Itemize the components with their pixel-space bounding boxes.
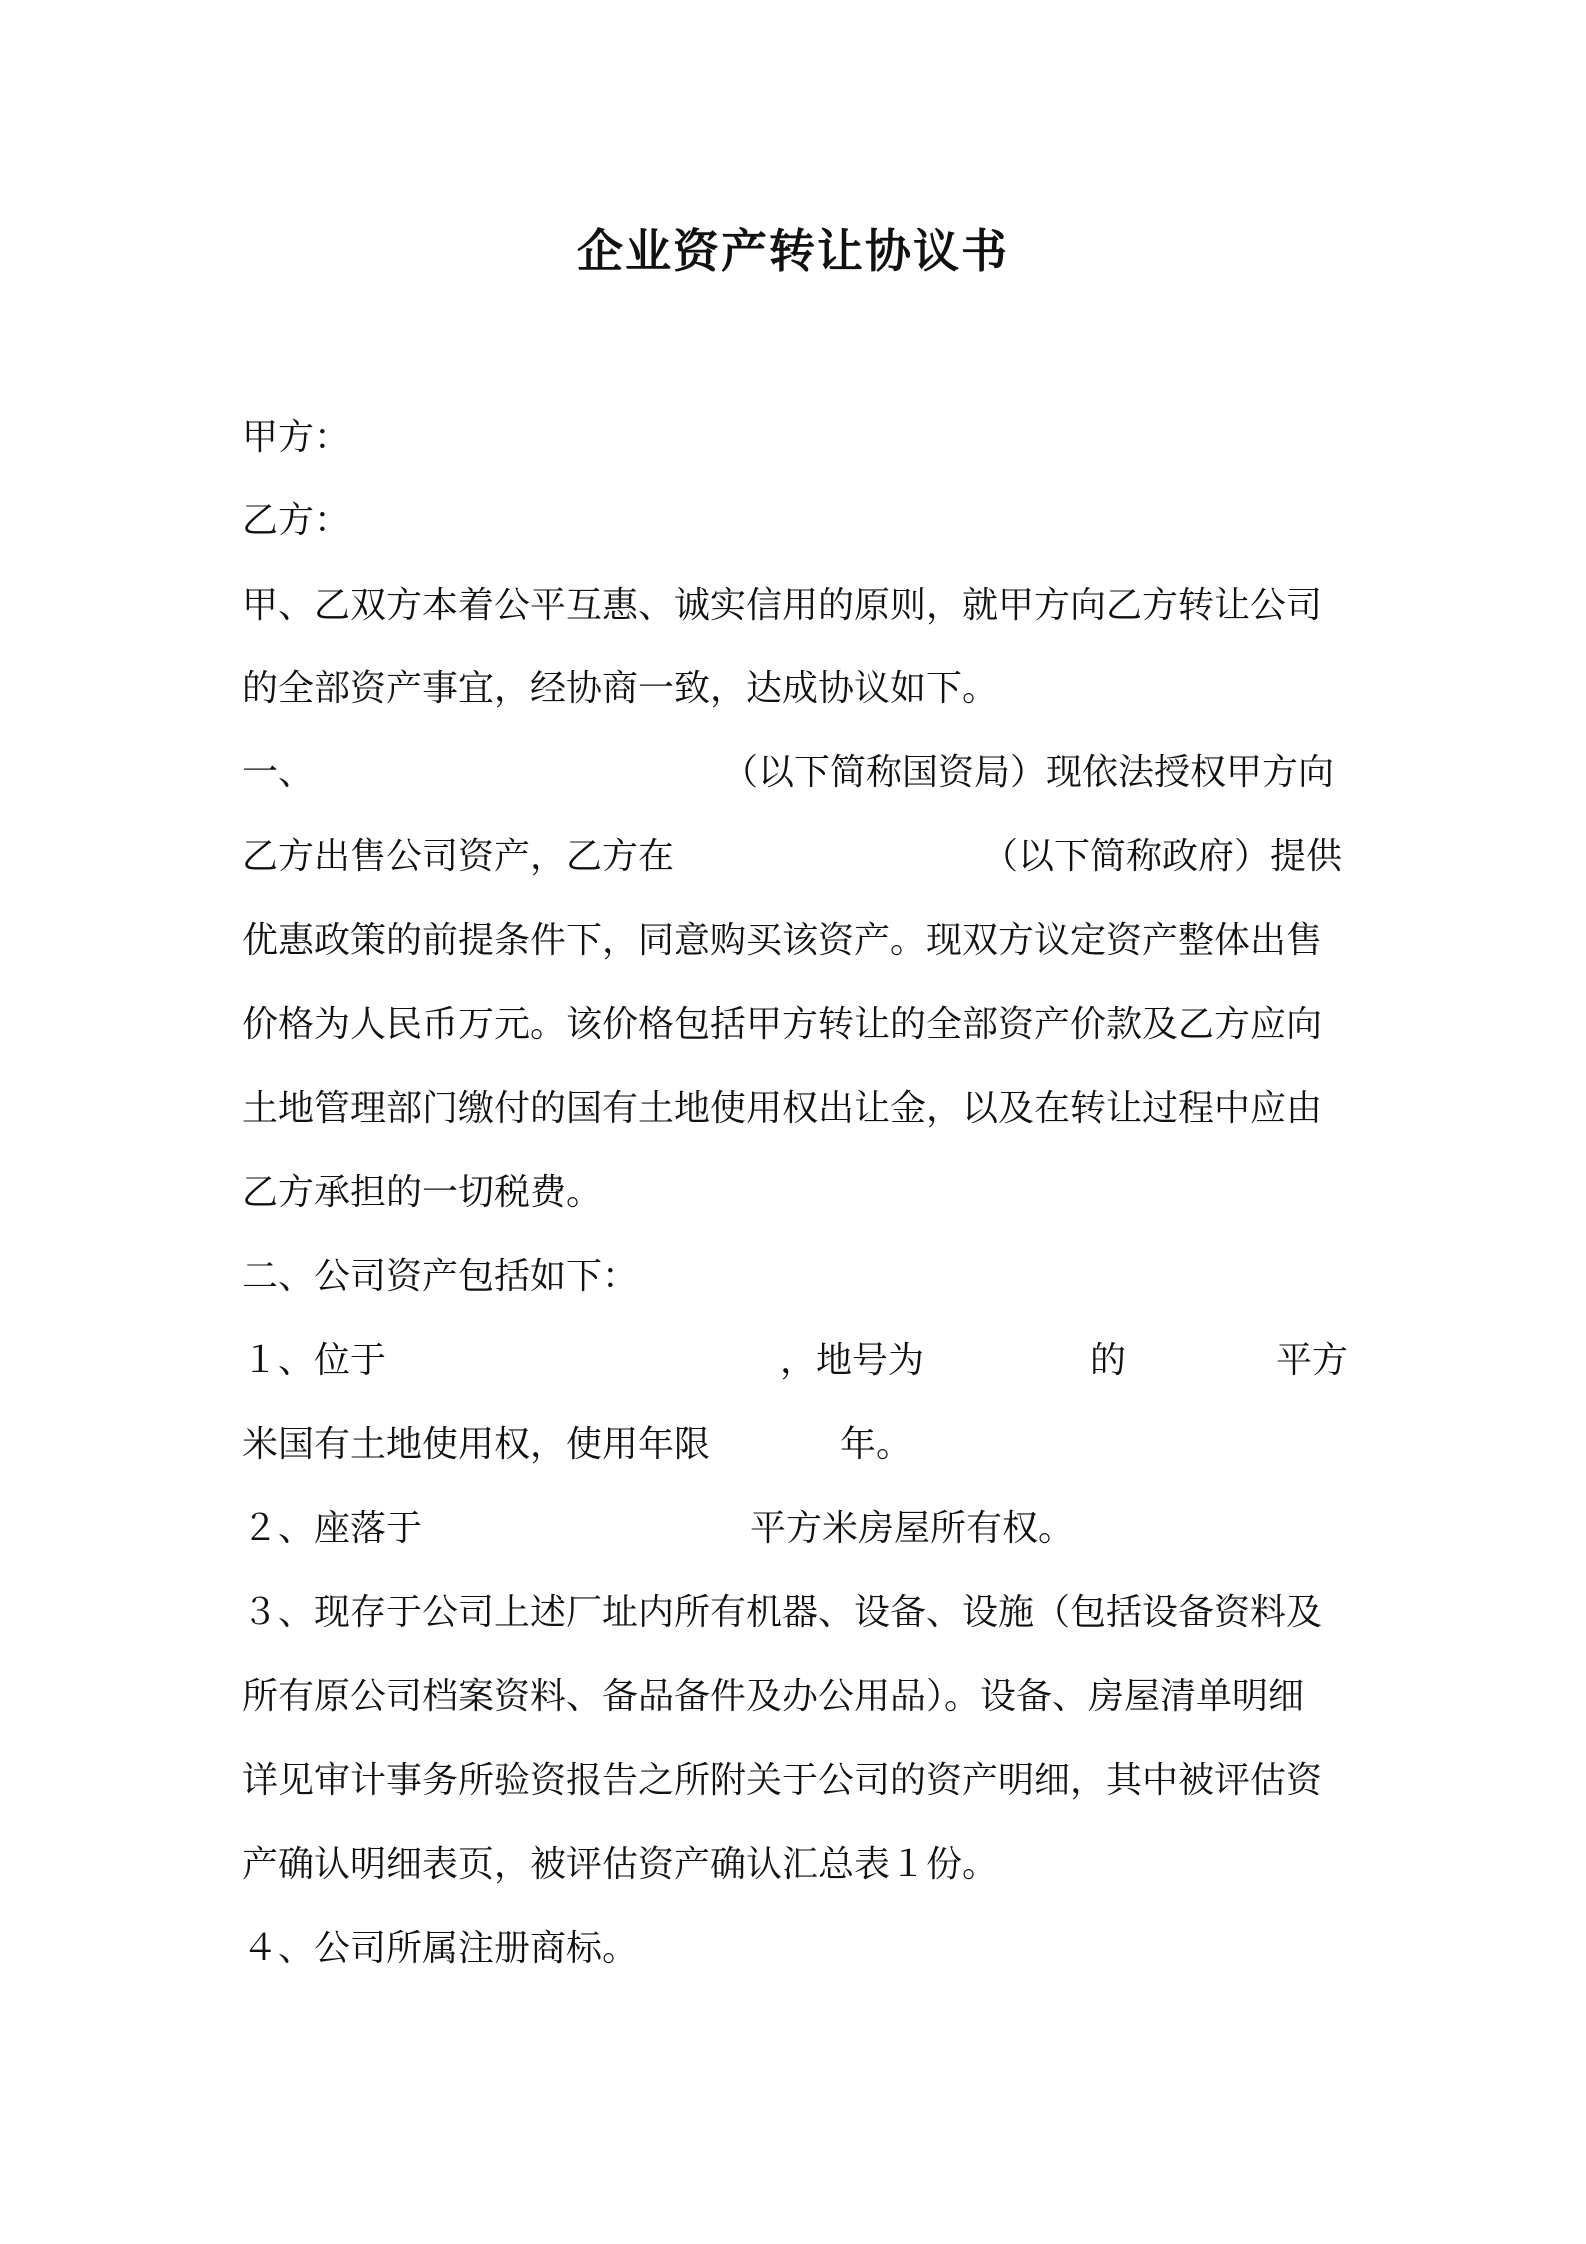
section-1-number: 一、 xyxy=(242,752,315,793)
party-a-label: 甲方： xyxy=(242,417,351,458)
item-1-text-b: ，地号为 xyxy=(780,1340,925,1381)
section-1-line-5: 土地管理部门缴付的国有土地使用权出让金，以及在转让过程中应由 xyxy=(242,1088,1323,1129)
intro-line-1: 甲、乙双方本着公平互惠、诚实信用的原则，就甲方向乙方转让公司 xyxy=(242,585,1323,626)
section-2-heading: 二、公司资产包括如下： xyxy=(242,1256,639,1297)
item-2-text-a: ２、座落于 xyxy=(242,1508,423,1549)
section-1-line-6: 乙方承担的一切税费。 xyxy=(242,1172,603,1213)
item-3-line-3: 详见审计事务所验资报告之所附关于公司的资产明细，其中被评估资 xyxy=(242,1760,1323,1801)
document-title: 企业资产转让协议书 xyxy=(577,224,1009,278)
item-2-text-b: 平方米房屋所有权。 xyxy=(750,1508,1075,1549)
item-3-line-1: ３、现存于公司上述厂址内所有机器、设备、设施（包括设备资料及 xyxy=(242,1592,1323,1633)
item-4-line: ４、公司所属注册商标。 xyxy=(242,1928,639,1969)
section-1-line-1-text: （以下简称国资局）现依法授权甲方向 xyxy=(722,752,1335,793)
item-1-text-c: 的 xyxy=(1090,1340,1127,1381)
section-1-line-4: 价格为人民币万元。该价格包括甲方转让的全部资产价款及乙方应向 xyxy=(242,1004,1323,1045)
item-1-line-2-text-a: 米国有土地使用权，使用年限 xyxy=(242,1424,711,1465)
item-1-line-2-text-b: 年。 xyxy=(840,1424,913,1465)
item-1-text-a: １、位于 xyxy=(242,1340,387,1381)
item-1-text-d: 平方 xyxy=(1276,1340,1349,1381)
intro-line-2: 的全部资产事宜，经协商一致，达成协议如下。 xyxy=(242,668,999,709)
item-3-line-2: 所有原公司档案资料、备品备件及办公用品）。设备、房屋清单明细 xyxy=(242,1676,1305,1717)
section-1-line-2-text-b: （以下简称政府）提供 xyxy=(982,836,1343,877)
item-3-line-4: 产确认明细表页，被评估资产确认汇总表１份。 xyxy=(242,1844,999,1885)
section-1-line-3: 优惠政策的前提条件下，同意购买该资产。现双方议定资产整体出售 xyxy=(242,920,1323,961)
party-b-label: 乙方： xyxy=(242,500,351,541)
section-1-line-2-text-a: 乙方出售公司资产，乙方在 xyxy=(242,836,675,877)
